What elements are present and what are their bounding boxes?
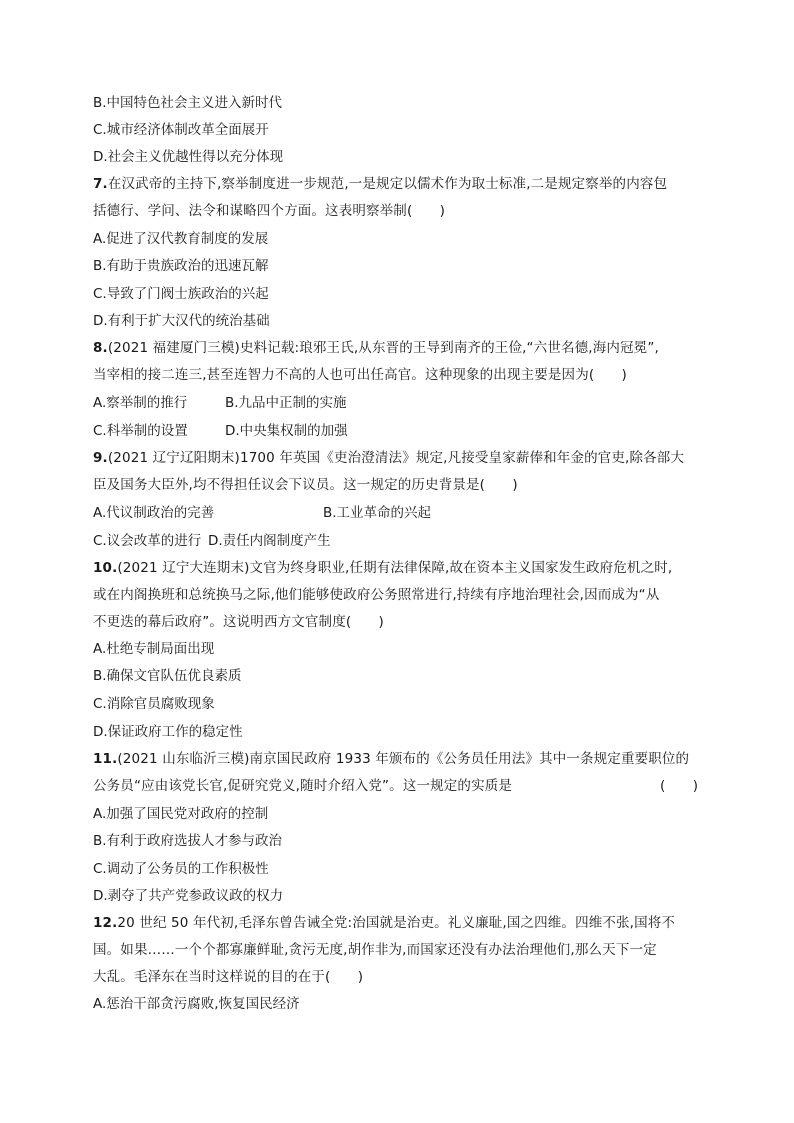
q12-number: 12.: [93, 915, 118, 931]
q6-option-b[interactable]: B.中国特色社会主义进入新时代: [93, 95, 283, 111]
q10-number: 10.: [93, 560, 118, 576]
q11-option-d[interactable]: D.剥夺了共产党参政议政的权力: [93, 888, 284, 904]
q8-option-d[interactable]: D.中央集权制的加强: [225, 423, 348, 439]
q11-option-a[interactable]: A.加强了国民党对政府的控制: [93, 806, 269, 822]
q9-stem-line-1: [93, 447, 713, 469]
q9-text-1: (2021 辽宁辽阳期末)1700 年英国《吏治澄清法》规定,凡接受皇家薪俸和年金的官吏,除各部大: [107, 450, 685, 466]
q9-option-a[interactable]: A.代议制政治的完善: [93, 505, 215, 521]
q9-option-c[interactable]: C.议会改革的进行: [93, 533, 202, 549]
q8-text-1: (2021 福建厦门三模)史料记载:琅邪王氏,从东晋的王导到南齐的王俭,“六世名德,海内冠冕”,: [107, 340, 659, 356]
q10-text-1: (2021 辽宁大连期末)文官为终身职业,任期有法律保障,故在资本主义国家发生政府危机之时,: [117, 560, 673, 576]
q9-option-b[interactable]: B.工业革命的兴起: [323, 505, 432, 521]
q12-stem-line-3: 大乱。毛泽东在当时这样说的目的在于( ): [93, 969, 364, 985]
q7-option-c[interactable]: C.导致了门阀士族政治的兴起: [93, 286, 269, 302]
q8-option-c[interactable]: C.科举制的设置: [93, 423, 188, 439]
q11-option-c[interactable]: C.调动了公务员的工作积极性: [93, 861, 269, 877]
q11-option-b[interactable]: B.有利于政府选拔人才参与政治: [93, 833, 283, 849]
q12-stem-line-1: [93, 912, 713, 934]
q12-stem-line-2: 国。如果……一个个都寡廉鲜耻,贪污无度,胡作非为,而国家还没有办法治理他们,那么天下一定: [93, 942, 657, 958]
q8-number: 8.: [93, 340, 108, 356]
q10-stem-line-1: [93, 557, 713, 579]
q10-stem-line-3: 不更迭的幕后政府”。这说明西方文官制度( ): [93, 614, 384, 630]
q8-stem-line-2: 当宰相的接二连三,甚至连智力不高的人也可出任高官。这种现象的出现主要是因为( ): [93, 367, 627, 383]
q7-option-d[interactable]: D.有利于扩大汉代的统治基础: [93, 313, 270, 329]
q9-options-row-2: [93, 530, 713, 552]
q7-number: 7.: [93, 176, 108, 192]
q10-option-b[interactable]: B.确保文官队伍优良素质: [93, 668, 242, 684]
q11-stem-line-2: [93, 775, 713, 797]
q7-option-a[interactable]: A.促进了汉代教育制度的发展: [93, 231, 269, 247]
q10-option-a[interactable]: A.杜绝专制局面出现: [93, 641, 215, 657]
q11-number: 11.: [93, 751, 118, 767]
q12-text-1: 20 世纪 50 年代初,毛泽东曾告诫全党:治国就是治吏。礼义廉耻,国之四维。四维不张,国将不: [117, 915, 676, 931]
q9-stem-line-2: 臣及国务大臣外,均不得担任议会下议员。这一规定的历史背景是( ): [93, 477, 518, 493]
q10-stem-line-2: 或在内阁换班和总统换马之际,他们能够使政府公务照常进行,持续有序地治理社会,因而成为“从: [93, 587, 660, 603]
q11-text-2: 公务员“应由该党长官,促研究党义,随时介绍入党”。这一规定的实质是: [93, 778, 513, 794]
q8-stem-line-1: [93, 337, 713, 359]
q10-option-c[interactable]: C.消除官员腐败现象: [93, 696, 215, 712]
q11-text-1: (2021 山东临沂三模)南京国民政府 1933 年颁布的《公务员任用法》其中一条规定重要职位的: [117, 751, 690, 767]
q7-stem-line-2: 括德行、学问、法令和谋略四个方面。这表明察举制( ): [93, 203, 446, 219]
q8-option-b[interactable]: B.九品中正制的实施: [225, 395, 347, 411]
q8-options-row-1: [93, 392, 713, 414]
q8-option-a[interactable]: A.察举制的推行: [93, 395, 188, 411]
q7-stem-line-1: [93, 173, 713, 195]
q6-option-d[interactable]: D.社会主义优越性得以充分体现: [93, 149, 284, 165]
q6-option-c[interactable]: C.城市经济体制改革全面展开: [93, 122, 269, 138]
q10-option-d[interactable]: D.保证政府工作的稳定性: [93, 724, 243, 740]
q11-answer-blank[interactable]: ( ): [660, 778, 699, 794]
q9-option-d[interactable]: D.责任内阁制度产生: [208, 533, 331, 549]
q8-options-row-2: [93, 420, 713, 442]
q7-option-b[interactable]: B.有助于贵族政治的迅速瓦解: [93, 258, 269, 274]
q7-text-1: 在汉武帝的主持下,察举制度进一步规范,一是规定以儒术作为取士标准,二是规定察举的内容包: [107, 176, 668, 192]
q12-option-a[interactable]: A.惩治干部贪污腐败,恢复国民经济: [93, 996, 300, 1012]
q9-number: 9.: [93, 450, 108, 466]
q11-stem-line-1: [93, 748, 713, 770]
q9-options-row-1: [93, 502, 713, 524]
